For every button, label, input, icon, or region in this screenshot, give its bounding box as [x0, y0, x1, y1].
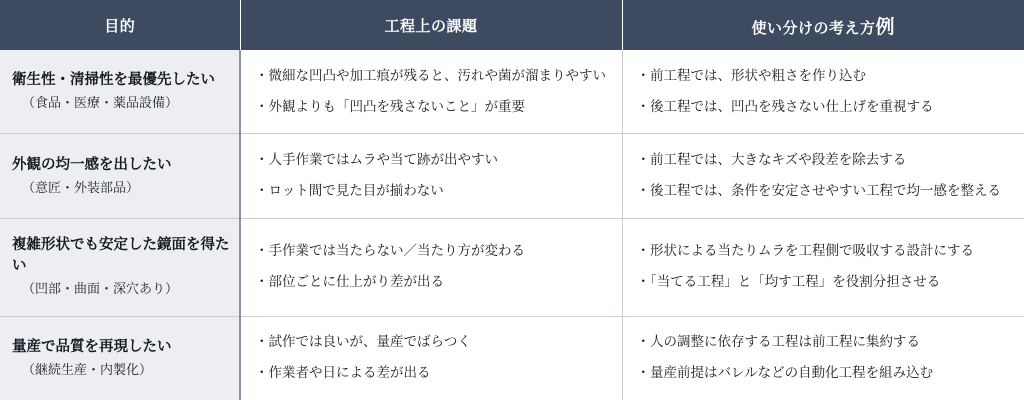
bullet-icon: ・ [255, 365, 269, 381]
list-item-text: 部位ごとに仕上がり差が出る [268, 274, 444, 290]
list-item [637, 66, 1011, 87]
column-header-usage-emphasis: 例 [875, 16, 896, 38]
list-item [255, 150, 608, 171]
list-item-text: 試作では良いが、量産でばらつく [268, 334, 471, 350]
purpose-cell [0, 316, 240, 400]
table-header-row [0, 0, 1024, 50]
issue-cell [240, 134, 622, 218]
bullet-icon: ・ [636, 365, 650, 381]
table-row [0, 50, 1024, 134]
list-item [255, 332, 608, 353]
usage-list [637, 241, 1011, 293]
purpose-subtitle: （食品・医療・薬品設備） [22, 95, 179, 111]
issue-cell [240, 50, 622, 134]
table-row [0, 134, 1024, 218]
bullet-icon: ・ [636, 183, 650, 198]
issue-cell [240, 316, 622, 400]
bullet-icon: ・ [255, 334, 269, 350]
purpose-subtitle: （凹部・曲面・深穴あり） [22, 281, 179, 297]
bullet-icon: ・ [255, 152, 269, 168]
purpose-cell [0, 218, 240, 316]
list-item [255, 241, 608, 262]
list-item-text: 「当てる工程」と「均す工程」を役割分担させる [650, 274, 941, 290]
bullet-icon: ・ [636, 274, 650, 290]
purpose-subtitle: （継続生産・内製化） [22, 362, 153, 378]
issue-list [255, 66, 608, 118]
list-item-text: 前工程では、形状や粗さを作り込む [650, 67, 866, 83]
list-item [637, 363, 1011, 384]
usage-cell [622, 218, 1024, 316]
list-item [637, 181, 1011, 202]
table-header [0, 0, 1024, 50]
list-item-text: 後工程では、条件を安定させやすい工程で均一感を整える [650, 183, 1001, 198]
column-header-issue: 工程上の課題 [240, 0, 622, 50]
bullet-icon: ・ [255, 243, 269, 259]
list-item-text: 人手作業ではムラや当て跡が出やすい [268, 152, 498, 168]
bullet-icon: ・ [636, 152, 650, 168]
column-header-usage-main: 使い分けの考え方 [751, 19, 876, 37]
bullet-icon: ・ [636, 67, 650, 83]
purpose-title: 衛生性・清掃性を最優先したい [12, 72, 215, 89]
list-item-text: 形状による当たりムラを工程側で吸収する設計にする [650, 243, 974, 259]
bullet-icon: ・ [636, 98, 650, 114]
list-item-text: 人の調整に依存する工程は前工程に集約する [650, 334, 920, 350]
list-item [637, 272, 1011, 293]
list-item-text: 量産前提はバレルなどの自動化工程を組み込む [650, 365, 934, 381]
issue-cell [240, 218, 622, 316]
purpose-subtitle: （意匠・外装部品） [22, 179, 140, 195]
list-item [637, 150, 1011, 171]
list-item-text: 前工程では、大きなキズや段差を除去する [650, 152, 907, 168]
usage-list [637, 150, 1011, 202]
list-item-text: 外観よりも「凹凸を残さないこと」が重要 [268, 98, 525, 114]
list-item [637, 97, 1011, 118]
bullet-icon: ・ [636, 334, 650, 350]
usage-list [637, 332, 1011, 384]
purpose-title: 量産で品質を再現したい [12, 339, 172, 356]
list-item [255, 363, 608, 384]
purpose-cell [0, 134, 240, 218]
list-item-text: 微細な凹凸や加工痕が残ると、汚れや菌が溜まりやすい [268, 67, 606, 83]
usage-cell [622, 316, 1024, 400]
column-header-usage [622, 0, 1024, 50]
bullet-icon: ・ [255, 183, 269, 198]
table-body [0, 50, 1024, 400]
list-item [255, 66, 608, 87]
usage-cell [622, 50, 1024, 134]
bullet-icon: ・ [255, 67, 269, 83]
bullet-icon: ・ [636, 243, 650, 259]
list-item [255, 181, 608, 202]
list-item [637, 332, 1011, 353]
list-item [255, 272, 608, 293]
list-item-text: 後工程では、凹凸を残さない仕上げを重視する [650, 98, 934, 114]
list-item [637, 241, 1011, 262]
list-item-text: 作業者や日による差が出る [268, 365, 431, 381]
bullet-icon: ・ [255, 274, 269, 290]
column-header-purpose: 目的 [0, 0, 240, 50]
list-item-text: ロット間で見た目が揃わない [268, 183, 444, 198]
usage-list [637, 66, 1011, 118]
issue-list [255, 332, 608, 384]
table-row [0, 316, 1024, 400]
bullet-icon: ・ [255, 98, 269, 114]
purpose-cell [0, 50, 240, 134]
usage-cell [622, 134, 1024, 218]
table-row [0, 218, 1024, 316]
purpose-title: 外観の均一感を出したい [12, 156, 172, 173]
purpose-title: 複雑形状でも安定した鏡面を得たい [12, 237, 230, 275]
list-item-text: 手作業では当たらない／当たり方が変わる [268, 243, 525, 259]
list-item [255, 97, 608, 118]
issue-list [255, 241, 608, 293]
issue-list [255, 150, 608, 202]
